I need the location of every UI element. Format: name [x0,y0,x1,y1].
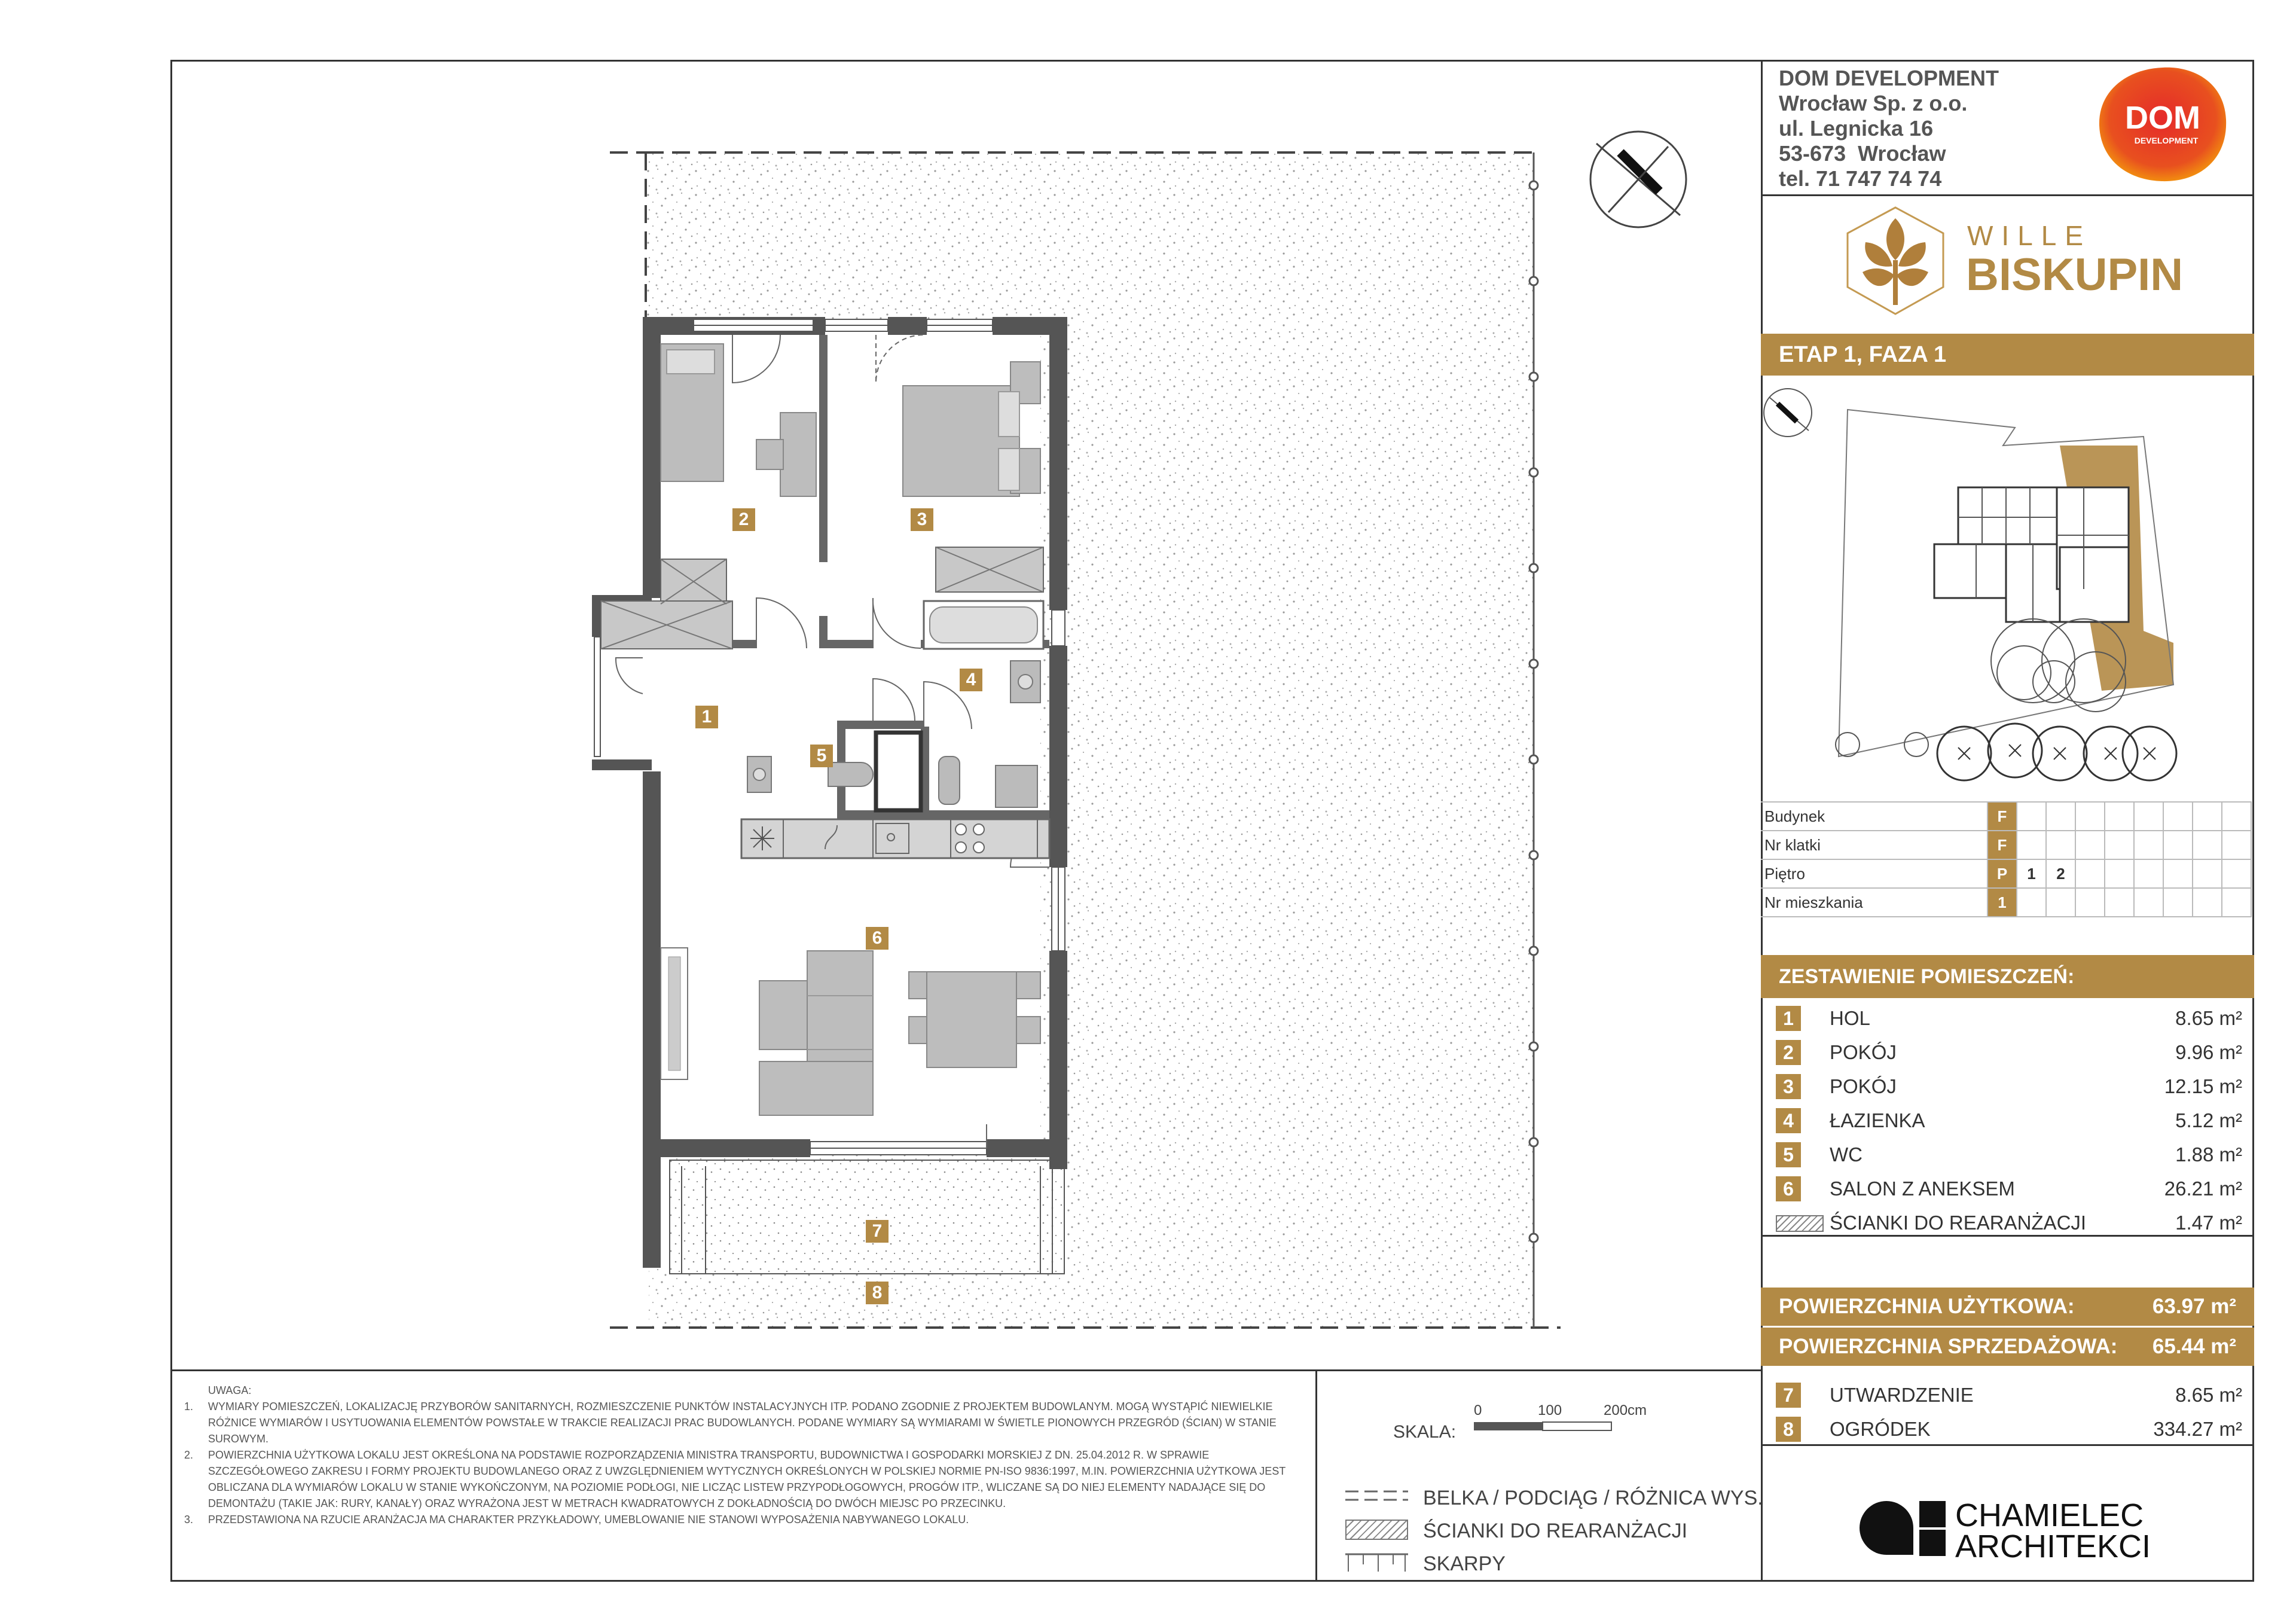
room-number: 4 [1776,1108,1801,1133]
walls-row [1761,1206,2254,1240]
info-cell [2134,859,2163,888]
project-logo-line2: BISKUPIN [1966,249,2184,300]
info-label: Nr klatki [1761,831,1987,859]
info-cell [2075,859,2105,888]
info-cell [2222,802,2251,831]
note-number: 1. [184,1401,194,1413]
info-cell: F [1987,831,2017,859]
room-name: OGRÓDEK [1830,1418,1931,1440]
info-cell [2017,831,2046,859]
room-area: 5.12 m² [2175,1109,2242,1131]
info-row-staircase [1761,831,2251,859]
company-phone: tel. 71 747 74 74 [1779,166,1942,191]
hatch-swatch [1776,1215,1824,1232]
company-name: DOM DEVELOPMENT [1779,66,1999,90]
dom-development-logo [2096,63,2230,185]
info-cell [2134,888,2163,917]
info-cell [2163,888,2193,917]
info-cell [2075,888,2105,917]
info-cell [2017,888,2046,917]
note-text: WYMIARY POMIESZCZEŃ, LOKALIZACJĘ PRZYBORÓW SANITARNYCH, ROZMIESZCZENIE PUNKTÓW INSTALACYJNYCH ITP. PODANO ZGODNIE Z PROJEKTEM BUDOWLANYM. MOGĄ WYSTĄPIĆ NIEWIELKIE RÓŻNICE WYMIARÓW I USYTUOWANIA ELEMENTÓW POWSTAŁE W TRAKCIE REALIZACJI PRAC BUDOWLANYCH. PODANE WYMIARY SĄ WYMIARAMI W ŚWIETLE PIONOWYCH PRZEGRÓD (ŚCIAN) W STANIE SUROWYM. [208,1401,1277,1445]
info-cell [2105,802,2134,831]
info-cell [2134,802,2163,831]
info-cell [2222,831,2251,859]
scale-bar [1471,1398,1650,1446]
legend-text: BELKA / PODCIĄG / RÓŻNICA WYS. [1423,1487,1763,1509]
note-item [179,1399,1303,1447]
room-name: POKÓJ [1830,1075,1897,1097]
legend-divider [1315,1369,1317,1582]
room-name: ŁAZIENKA [1830,1109,1925,1131]
room-row [1761,1138,2254,1172]
info-cell [2105,831,2134,859]
info-cell [2193,802,2222,831]
room-number: 2 [1776,1040,1801,1065]
company-divider [1761,194,2254,196]
site-map [1761,380,2254,795]
sale-area-value: 65.44 m² [2152,1335,2236,1358]
extra-row [1761,1378,2254,1413]
usable-area-bar [1761,1288,2254,1326]
architect-line2: ARCHITEKCI [1955,1529,2151,1561]
scale-tick-100: 100 [1538,1402,1562,1418]
room-row [1761,1070,2254,1104]
room-label-5: 5 [810,745,833,767]
info-cell [2046,888,2075,917]
project-logo-line1: WILLE [1967,220,2092,251]
info-cell [2163,859,2193,888]
compass-icon [1584,126,1692,233]
room-area: 26.21 m² [2164,1177,2242,1200]
apartment-info-table [1761,801,2252,917]
legend-row-beam [1345,1482,1764,1515]
room-row [1761,1002,2254,1036]
room-label-2: 2 [732,508,755,531]
room-area: 1.47 m² [2175,1212,2242,1234]
note-text: POWIERZCHNIA UŻYTKOWA LOKALU JEST OKREŚLONA NA PODSTAWIE ROZPORZĄDZENIA MINISTRA TRANSPORTU, BUDOWNICTWA I GOSPODARKI MORSKIEJ Z DN. 25.04.2012 R. W SPRAWIE SZCZEGÓŁOWEGO ZAKRESU I FORMY PROJEKTU BUDOWLANEGO ORAZ Z UWZGLĘDNIENIEM WYTYCZNYCH OKREŚLONYCH W POLSKIEJ NORMIE PN-ISO 9836:1997, M.IN. POWIERZCHNIA UŻYTKOWA JEST OBLICZANA DLA WYMIARÓW LOKALU W STANIE WYKOŃCZONYM, NA POZIOMIE PODŁOGI, NIE LICZĄC LISTEW PRZYPODŁOGOWYCH, PROGÓW ITP., WLICZANE SĄ DO NIEJ ELEMENTY NADAJĄCE SIĘ DO DEMONTAŻU (TAKIE JAK: RURY, KANAŁY) ORAZ WYRAŻONA JEST W METRACH KWADRATOWYCH Z DOKŁADNOŚCIĄ DO DWÓCH MIEJSC PO PRZECINKU. [208,1449,1286,1509]
info-cell: 2 [2046,859,2075,888]
legend-row-walls [1345,1515,1764,1548]
note-item [179,1512,1303,1528]
room-name: HOL [1830,1007,1870,1029]
dashed-line-icon [1345,1487,1408,1507]
info-label: Piętro [1761,859,1987,888]
info-cell: 1 [2017,859,2046,888]
info-cell [2222,859,2251,888]
room-label-8: 8 [866,1282,889,1304]
stage-bar: ETAP 1, FAZA 1 [1761,334,2254,376]
info-cell [2163,802,2193,831]
info-cell [2017,802,2046,831]
room-area: 8.65 m² [2175,1384,2242,1406]
info-cell: F [1987,802,2017,831]
room-name: ŚCIANKI DO REARANŻACJI [1830,1212,2087,1234]
dom-logo-subtext: DEVELOPMENT [2134,136,2199,145]
info-cell [2105,888,2134,917]
chamielec-architekci-logo [1854,1495,2188,1561]
room-area: 1.88 m² [2175,1143,2242,1166]
info-label: Budynek [1761,802,1987,831]
room-label-6: 6 [866,927,889,950]
room-number: 5 [1776,1142,1801,1167]
scale-label: SKALA: [1393,1422,1457,1442]
room-label-1: 1 [695,706,718,728]
room-label-4: 4 [960,669,982,691]
legend-text: SKARPY [1423,1552,1506,1575]
info-row-building [1761,802,2251,831]
dom-logo-text: DOM [2125,100,2200,136]
info-cell: P [1987,859,2017,888]
info-cell [2163,831,2193,859]
info-row-apartment [1761,888,2251,917]
room-area: 12.15 m² [2164,1075,2242,1097]
info-cell [2046,802,2075,831]
room-area: 334.27 m² [2153,1418,2242,1440]
floor-plan [574,138,1567,1346]
extra-row [1761,1413,2254,1447]
room-label-3: 3 [911,508,933,531]
room-row [1761,1172,2254,1206]
room-name: SALON Z ANEKSEM [1830,1177,2015,1200]
info-cell [2105,859,2134,888]
info-row-floor [1761,859,2251,888]
info-cell [2075,802,2105,831]
note-text: PRZEDSTAWIONA NA RZUCIE ARANŻACJA MA CHARAKTER PRZYKŁADOWY, UMEBLOWANIE NIE STANOWI WYPOSAŻENIA NABYWANEGO LOKALU. [208,1514,969,1526]
company-entity: Wrocław Sp. z o.o. [1779,91,1968,115]
notes-title: UWAGA: [208,1384,252,1396]
sale-area-label: POWIERZCHNIA SPRZEDAŻOWA: [1779,1335,2118,1358]
room-number: 7 [1776,1383,1801,1408]
room-number: 8 [1776,1417,1801,1442]
room-number: 1 [1776,1006,1801,1031]
info-label: Nr mieszkania [1761,888,1987,917]
sale-area-bar [1761,1328,2254,1366]
company-street: ul. Legnicka 16 [1779,116,1934,141]
hatch-icon [1345,1520,1408,1540]
scale-tick-200: 200cm [1604,1402,1647,1418]
room-row [1761,1036,2254,1070]
room-label-7: 7 [866,1220,889,1243]
note-number: 3. [184,1514,194,1526]
room-area: 8.65 m² [2175,1007,2242,1029]
architect-line1: CHAMIELEC [1955,1497,2144,1533]
usable-area-label: POWIERZCHNIA UŻYTKOWA: [1779,1295,2075,1318]
room-number: 3 [1776,1074,1801,1099]
company-address [1779,66,1999,191]
info-cell [2222,888,2251,917]
room-name: WC [1830,1143,1863,1166]
info-cell [2193,831,2222,859]
info-cell: 1 [1987,888,2017,917]
wille-biskupin-logo [1842,200,2188,326]
usable-area-value: 63.97 m² [2152,1295,2236,1318]
notes-divider [170,1369,1762,1371]
info-cell [2046,831,2075,859]
room-number: 6 [1776,1176,1801,1201]
room-area: 9.96 m² [2175,1041,2242,1063]
notes [179,1383,1303,1528]
room-name: UTWARDZENIE [1830,1384,1974,1406]
info-cell [2134,831,2163,859]
scale-tick-0: 0 [1474,1402,1482,1418]
company-city: 53-673 Wrocław [1779,141,1946,166]
legend-text: ŚCIANKI DO REARANŻACJI [1423,1520,1688,1542]
info-cell [2075,831,2105,859]
legend-row-slope [1345,1548,1764,1581]
room-row [1761,1104,2254,1138]
info-cell [2193,888,2222,917]
info-cell [2193,859,2222,888]
room-name: POKÓJ [1830,1041,1897,1063]
note-number: 2. [184,1449,194,1461]
slope-icon [1345,1552,1408,1573]
rooms-header: ZESTAWIENIE POMIESZCZEŃ: [1761,955,2254,998]
note-item [179,1447,1303,1512]
